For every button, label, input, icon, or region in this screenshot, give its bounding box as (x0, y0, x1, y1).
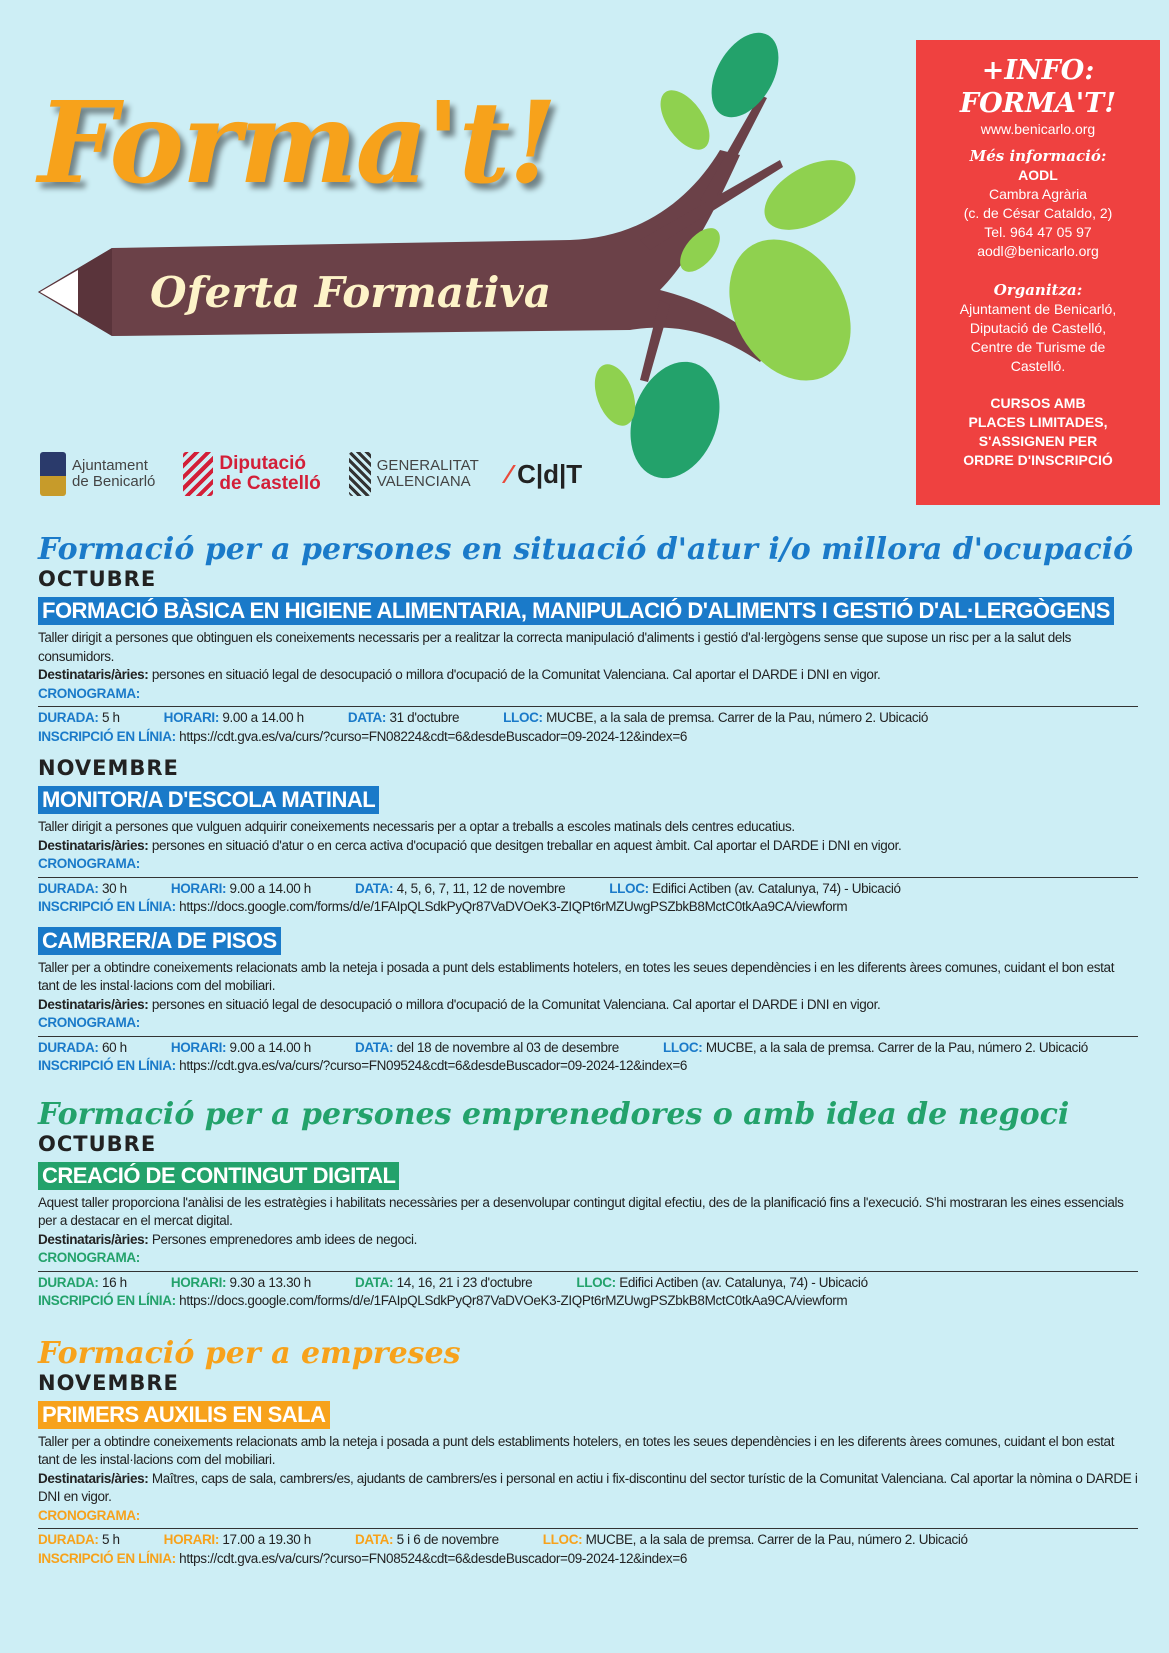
horari-value: 17.00 a 19.30 h (222, 1532, 311, 1547)
recipients-label: Destinataris/àries: (38, 1470, 149, 1486)
course-title: CREACIÓ DE CONTINGUT DIGITAL (38, 1162, 399, 1190)
course-registration (38, 898, 1138, 917)
durada-value: 60 h (101, 1039, 127, 1055)
data-label: DATA: (354, 1532, 394, 1547)
durada-label: DURADA: (38, 880, 99, 896)
month-heading: OCTUBRE (38, 567, 157, 591)
course-title: MONITOR/A D'ESCOLA MATINAL (38, 786, 379, 814)
course-recipients (38, 1470, 1138, 1507)
website-link[interactable]: www.benicarlo.org (980, 121, 1096, 137)
course-details (38, 1039, 1138, 1058)
recipients-value: Maîtres, caps de sala, cambrers/es, ajudants de cambrers/es i personal en actiu i fix-discontinu del sector turístic de la Comunitat Valenciana. Cal aportar la nòmina o DARDE i DNI en vigor. (38, 1470, 1138, 1504)
logo-generalitat: GENERALITAT VALENCIANA (349, 452, 479, 496)
course-title: CAMBRER/A DE PISOS (38, 927, 281, 955)
lloc-value: Edifici Actiben (av. Catalunya, 74) - Ubicació (652, 880, 901, 896)
divider (38, 1528, 1138, 1529)
durada-label: DURADA: (38, 1039, 99, 1055)
course-registration (38, 728, 1138, 747)
divider (38, 877, 1138, 878)
month-heading: NOVEMBRE (38, 1370, 179, 1395)
course-description: Taller dirigit a persones que obtinguen els coneixements necessaris per a realitzar la correcta manipulació d'aliments i gestió d'al·lergògens sense que supose un risc per a la salut dels consumidors. (38, 630, 1072, 664)
recipients-label: Destinataris/àries: (38, 996, 149, 1012)
tree-pencil-illustration (0, 0, 900, 500)
durada-value: 16 h (101, 1274, 127, 1290)
course-block (38, 1401, 1138, 1569)
email-link[interactable]: aodl@benicarlo.org (977, 243, 1099, 259)
course-block (38, 927, 1138, 1076)
course-registration (38, 1292, 1138, 1311)
course-recipients (38, 666, 1138, 685)
divider (38, 1271, 1138, 1272)
cronograma-label: CRONOGRAMA: (38, 1250, 140, 1265)
data-value: del 18 de novembre al 03 de desembre (396, 1039, 619, 1055)
course-details (38, 1274, 1138, 1293)
data-label: DATA: (354, 880, 394, 896)
lloc-value: MUCBE, a la sala de premsa. Carrer de la Pau, número 2. Ubicació (705, 1039, 1088, 1055)
course-title: FORMACIÓ BÀSICA EN HIGIENE ALIMENTARIA, MANIPULACIÓ D'ALIMENTS I GESTIÓ D'AL·LERGÒGENS (38, 597, 1114, 625)
section-title: Formació per a empreses (38, 1335, 461, 1371)
recipients-label: Destinataris/àries: (38, 837, 149, 853)
durada-value: 30 h (101, 880, 127, 896)
lloc-label: LLOC: (576, 1274, 616, 1290)
horari-value: 9.30 a 13.30 h (229, 1274, 311, 1290)
sponsor-logos (40, 452, 582, 496)
registration-label: INSCRIPCIÓ EN LÍNIA: (38, 899, 176, 914)
logo-ajuntament: Ajuntament de Benicarló (40, 452, 155, 496)
course-details (38, 1531, 1138, 1550)
registration-link[interactable]: https://docs.google.com/forms/d/e/1FAIpQLSdkPyQr87VaDVOeK3-ZIQPt6rMZUwgPSZbkB8MctC0tkAa9CA/viewform (179, 1293, 848, 1308)
section (38, 533, 1138, 1076)
registration-link[interactable]: https://cdt.gva.es/va/curs/?curso=FN09524&cdt=6&desdeBuscador=09-2024-12&index=6 (179, 1058, 688, 1073)
data-value: 31 d'octubre (389, 710, 460, 725)
info-box: +INFO: FORMA'T! www.benicarlo.org Més informació: AODL Cambra Agrària (c. de César Cataldo, 2) Tel. 964 47 05 97 aodl@benicarlo.org Organitza: Ajuntament de Benicarló, Diputació de Castelló, Centre de Turisme de Castelló. CURSOS AMB PLACES LIMITADES, S'ASSIGNEN PER ORDRE D'INSCRIPCIÓ (916, 40, 1160, 505)
registration-label: INSCRIPCIÓ EN LÍNIA: (38, 1550, 176, 1566)
registration-link[interactable]: https://docs.google.com/forms/d/e/1FAIpQLSdkPyQr87VaDVOeK3-ZIQPt6rMZUwgPSZbkB8MctC0tkAa9CA/viewform (179, 899, 848, 914)
horari-label: HORARI: (170, 880, 227, 896)
cronograma-label: CRONOGRAMA: (38, 1507, 140, 1523)
course-description: Taller per a obtindre coneixements relacionats amb la neteja i posada a punt dels establiments hotelers, en totes les seues dependències i en les diferents àrees comunes, cuidant el bon estat tant de les instal·lacions com del mobiliari. (38, 1433, 1115, 1467)
course-description: Aquest taller proporciona l'anàlisi de les estratègies i habilitats necessàries per a desenvolupar contingut digital efectiu, des de la planificació fins a l'execució. S'hi mostraran les eines essencials per a destacar en el mercat digital. (38, 1194, 1124, 1228)
data-value: 4, 5, 6, 7, 11, 12 de novembre (396, 880, 566, 896)
registration-link[interactable]: https://cdt.gva.es/va/curs/?curso=FN08224&cdt=6&desdeBuscador=09-2024-12&index=6 (179, 728, 688, 744)
horari-label: HORARI: (163, 1532, 219, 1547)
recipients-value: persones en situació legal de desocupació o millora d'ocupació de la Comunitat Valenciana. Cal aportar el DARDE i DNI en vigor. (151, 996, 881, 1012)
registration-label: INSCRIPCIÓ EN LÍNIA: (38, 1058, 176, 1073)
cronograma-label: CRONOGRAMA: (38, 856, 140, 871)
course-description: Taller dirigit a persones que vulguen adquirir coneixements necessaris per a optar a treballs a escoles matinals dels centres educatius. (38, 819, 795, 834)
registration-link[interactable]: https://cdt.gva.es/va/curs/?curso=FN08524&cdt=6&desdeBuscador=09-2024-12&index=6 (179, 1550, 688, 1566)
course-listing (38, 533, 1138, 1594)
lloc-value: MUCBE, a la sala de premsa. Carrer de la Pau, número 2. Ubicació (546, 710, 929, 725)
section (38, 1337, 1138, 1569)
section-title: Formació per a persones en situació d'atur i/o millora d'ocupació (38, 532, 1134, 567)
month-heading: NOVEMBRE (38, 756, 179, 780)
recipients-label: Destinataris/àries: (38, 1231, 149, 1247)
course-registration (38, 1057, 1138, 1076)
data-value: 5 i 6 de novembre (396, 1532, 499, 1547)
month-heading: OCTUBRE (38, 1131, 157, 1156)
horari-label: HORARI: (170, 1039, 227, 1055)
horari-value: 9.00 a 14.00 h (229, 880, 311, 896)
recipients-value: Persones emprenedores amb idees de negoci. (151, 1231, 418, 1247)
lloc-label: LLOC: (609, 880, 649, 896)
page-subtitle: Oferta Formativa (150, 268, 552, 317)
durada-value: 5 h (101, 710, 120, 725)
registration-label: INSCRIPCIÓ EN LÍNIA: (38, 1293, 176, 1308)
course-description: Taller per a obtindre coneixements relacionats amb la neteja i posada a punt dels establiments hotelers, en totes les seues dependències i en les diferents àrees comunes, cuidant el bon estat tant de les instal·lacions com del mobiliari. (38, 959, 1115, 993)
course-registration (38, 1550, 1138, 1569)
recipients-value: persones en situació d'atur o en cerca activa d'ocupació que desitgen treballar en aquest àmbit. Cal aportar el DARDE i DNI en vigor. (151, 837, 902, 853)
course-block (38, 1162, 1138, 1311)
course-recipients (38, 837, 1138, 856)
lloc-value: MUCBE, a la sala de premsa. Carrer de la Pau, número 2. Ubicació (585, 1532, 968, 1547)
durada-value: 5 h (101, 1532, 120, 1547)
course-recipients (38, 996, 1138, 1015)
cronograma-label: CRONOGRAMA: (38, 685, 140, 701)
course-block (38, 597, 1138, 746)
divider (38, 706, 1138, 707)
data-value: 14, 16, 21 i 23 d'octubre (396, 1274, 533, 1290)
course-details (38, 709, 1138, 728)
logo-diputacio: Diputació de Castelló (183, 452, 320, 496)
recipients-value: persones en situació legal de desocupació o millora d'ocupació de la Comunitat Valenciana. Cal aportar el DARDE i DNI en vigor. (151, 667, 881, 682)
data-label: DATA: (347, 710, 387, 725)
page-title: Forma't! (38, 78, 556, 209)
divider (38, 1036, 1138, 1037)
cronograma-label: CRONOGRAMA: (38, 1015, 140, 1030)
recipients-label: Destinataris/àries: (38, 667, 149, 682)
durada-label: DURADA: (38, 1274, 99, 1290)
data-label: DATA: (354, 1039, 394, 1055)
horari-label: HORARI: (170, 1274, 227, 1290)
course-block (38, 786, 1138, 917)
durada-label: DURADA: (38, 1532, 99, 1547)
data-label: DATA: (354, 1274, 394, 1290)
course-title: PRIMERS AUXILIS EN SALA (38, 1401, 330, 1429)
course-details (38, 880, 1138, 899)
lloc-value: Edifici Actiben (av. Catalunya, 74) - Ubicació (619, 1274, 868, 1290)
lloc-label: LLOC: (542, 1532, 583, 1547)
logo-cdt: ⁄ C|d|T (506, 459, 583, 489)
section-title: Formació per a persones emprenedores o amb idea de negoci (38, 1096, 1070, 1132)
lloc-label: LLOC: (503, 710, 543, 725)
lloc-label: LLOC: (662, 1039, 703, 1055)
horari-value: 9.00 a 14.00 h (229, 1039, 311, 1055)
header (0, 0, 1169, 500)
durada-label: DURADA: (38, 710, 99, 725)
registration-label: INSCRIPCIÓ EN LÍNIA: (38, 728, 176, 744)
section (38, 1098, 1138, 1311)
horari-label: HORARI: (163, 710, 219, 725)
horari-value: 9.00 a 14.00 h (222, 710, 304, 725)
course-recipients (38, 1231, 1138, 1250)
